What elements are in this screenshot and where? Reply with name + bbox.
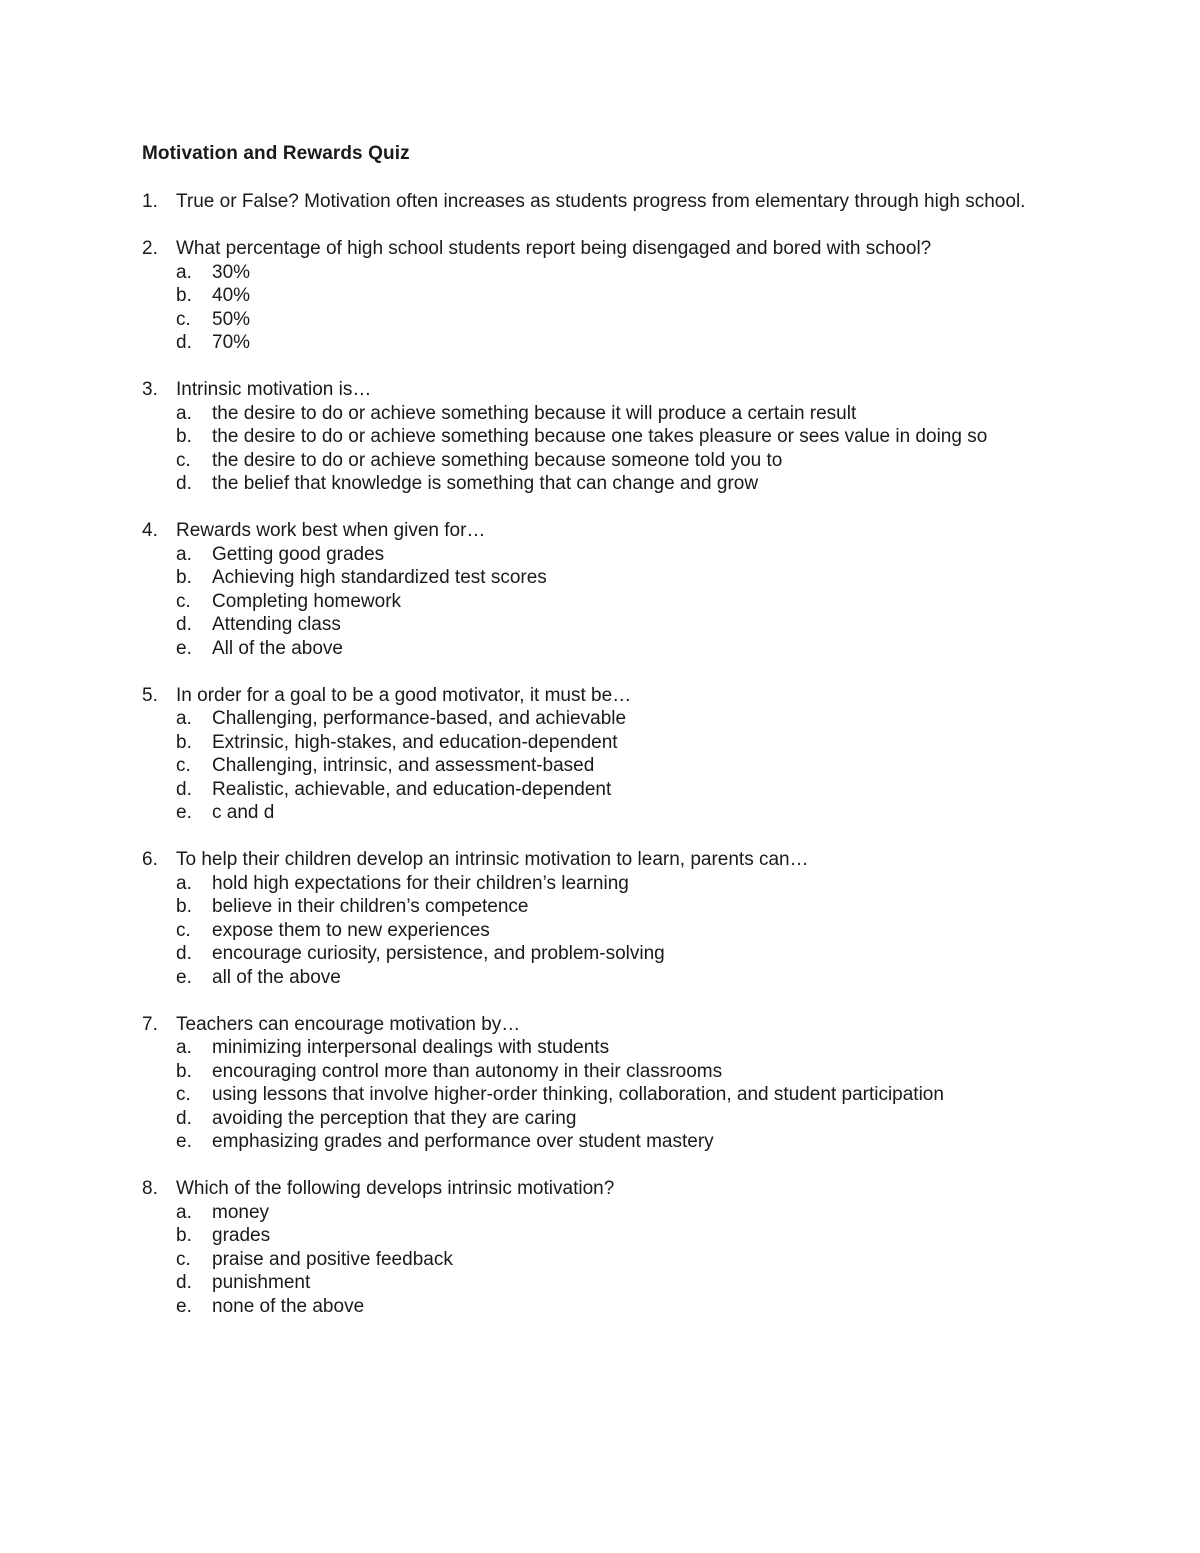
choice-letter: a.	[176, 872, 192, 894]
question-text: In order for a goal to be a good motivator, it must be…	[176, 684, 632, 706]
choice-item	[142, 966, 1082, 990]
choice-item	[142, 1060, 1082, 1084]
choice-item	[142, 1224, 1082, 1248]
choice-text: All of the above	[212, 637, 343, 659]
question-number: 5.	[142, 684, 158, 706]
choice-letter: d.	[176, 614, 192, 635]
choice-text: the desire to do or achieve something because one takes pleasure or sees value in doing so	[212, 426, 988, 447]
choice-item	[142, 472, 1082, 496]
choice-item	[142, 1295, 1082, 1319]
choice-text: expose them to new experiences	[212, 919, 490, 941]
question-item	[142, 378, 1082, 496]
choice-item	[142, 1107, 1082, 1131]
choice-text: believe in their children’s competence	[212, 896, 529, 917]
question-item	[142, 848, 1082, 989]
question-item	[142, 190, 1082, 214]
choice-text: Attending class	[212, 614, 341, 635]
choice-item	[142, 1083, 1082, 1107]
choice-letter: c.	[176, 449, 191, 471]
choice-letter: b.	[176, 567, 192, 588]
choice-letter: c.	[176, 1248, 191, 1270]
choice-text: grades	[212, 1225, 271, 1246]
choice-item	[142, 895, 1082, 919]
choice-letter: e.	[176, 1295, 192, 1317]
question-number: 7.	[142, 1013, 158, 1035]
choice-letter: a.	[176, 1037, 192, 1058]
choice-text: Challenging, intrinsic, and assessment-based	[212, 755, 595, 776]
choice-item	[142, 331, 1082, 355]
choice-text: the belief that knowledge is something that can change and grow	[212, 473, 759, 494]
choice-item	[142, 1130, 1082, 1154]
question-item	[142, 237, 1082, 355]
choice-text: 50%	[212, 308, 251, 330]
choice-text: Challenging, performance-based, and achievable	[212, 708, 627, 729]
choice-item	[142, 284, 1082, 308]
choice-text: all of the above	[212, 966, 341, 988]
choice-item	[142, 261, 1082, 285]
choice-letter: d.	[176, 1107, 192, 1129]
choice-text: 40%	[212, 285, 251, 306]
question-item	[142, 1177, 1082, 1318]
question-text: True or False? Motivation often increases as students progress from elementary through high school.	[176, 191, 1026, 212]
choice-text: money	[212, 1201, 270, 1223]
choice-letter: c.	[176, 1084, 191, 1105]
choice-text: praise and positive feedback	[212, 1248, 453, 1270]
document-title: Motivation and Rewards Quiz	[142, 143, 410, 164]
choice-item	[142, 425, 1082, 449]
question-text: Which of the following develops intrinsic motivation?	[176, 1178, 615, 1199]
choice-item	[142, 543, 1082, 567]
choice-item	[142, 1271, 1082, 1295]
question-item	[142, 1013, 1082, 1154]
choice-item	[142, 707, 1082, 731]
choice-list	[142, 261, 1082, 355]
choice-letter: d.	[176, 332, 192, 353]
question-text: What percentage of high school students report being disengaged and bored with school?	[176, 238, 932, 259]
choice-text: Realistic, achievable, and education-dependent	[212, 778, 612, 800]
choice-letter: e.	[176, 637, 192, 659]
choice-list	[142, 543, 1082, 661]
choice-text: Completing homework	[212, 590, 402, 612]
choice-list	[142, 872, 1082, 990]
choice-letter: c.	[176, 755, 191, 776]
choice-item	[142, 801, 1082, 825]
choice-letter: b.	[176, 896, 192, 917]
choice-letter: d.	[176, 473, 192, 494]
choice-letter: d.	[176, 778, 192, 800]
choice-item	[142, 402, 1082, 426]
question-text: Intrinsic motivation is…	[176, 379, 372, 400]
choice-text: the desire to do or achieve something because it will produce a certain result	[212, 402, 857, 424]
choice-text: punishment	[212, 1272, 311, 1293]
choice-letter: b.	[176, 285, 192, 306]
question-item	[142, 519, 1082, 660]
choice-text: Achieving high standardized test scores	[212, 567, 547, 588]
question-text: To help their children develop an intrinsic motivation to learn, parents can…	[176, 849, 809, 870]
choice-letter: a.	[176, 708, 192, 729]
question-item	[142, 684, 1082, 825]
choice-item	[142, 1036, 1082, 1060]
choice-item	[142, 942, 1082, 966]
choice-letter: b.	[176, 1060, 192, 1082]
question-number: 6.	[142, 849, 158, 870]
choice-list	[142, 1201, 1082, 1319]
choice-text: avoiding the perception that they are caring	[212, 1107, 577, 1129]
choice-text: hold high expectations for their children’s learning	[212, 872, 629, 894]
choice-text: c and d	[212, 802, 275, 823]
choice-text: 70%	[212, 332, 251, 353]
choice-letter: a.	[176, 543, 192, 565]
choice-letter: a.	[176, 1201, 192, 1223]
choice-item	[142, 590, 1082, 614]
choice-letter: e.	[176, 802, 192, 823]
choice-item	[142, 754, 1082, 778]
choice-list	[142, 1036, 1082, 1154]
choice-item	[142, 731, 1082, 755]
choice-item	[142, 1201, 1082, 1225]
choice-item	[142, 778, 1082, 802]
question-text: Rewards work best when given for…	[176, 520, 486, 541]
choice-letter: a.	[176, 261, 192, 283]
question-text: Teachers can encourage motivation by…	[176, 1013, 521, 1035]
choice-text: encourage curiosity, persistence, and problem-solving	[212, 943, 665, 964]
choice-letter: b.	[176, 1225, 192, 1246]
choice-item	[142, 1248, 1082, 1272]
choice-letter: c.	[176, 590, 191, 612]
choice-list	[142, 402, 1082, 496]
choice-item	[142, 637, 1082, 661]
choice-letter: b.	[176, 426, 192, 447]
choice-text: none of the above	[212, 1295, 365, 1317]
choice-letter: e.	[176, 1131, 192, 1152]
choice-letter: b.	[176, 731, 192, 753]
choice-item	[142, 308, 1082, 332]
choice-text: the desire to do or achieve something because someone told you to	[212, 449, 783, 471]
choice-text: encouraging control more than autonomy in their classrooms	[212, 1060, 723, 1082]
question-list	[142, 190, 1082, 1342]
choice-text: emphasizing grades and performance over student mastery	[212, 1131, 714, 1152]
choice-text: 30%	[212, 261, 251, 283]
question-number: 8.	[142, 1178, 158, 1199]
choice-item	[142, 566, 1082, 590]
question-number: 1.	[142, 191, 158, 212]
question-number: 3.	[142, 379, 158, 400]
choice-list	[142, 707, 1082, 825]
choice-item	[142, 872, 1082, 896]
choice-item	[142, 919, 1082, 943]
choice-text: using lessons that involve higher-order thinking, collaboration, and student participation	[212, 1084, 944, 1105]
question-number: 4.	[142, 520, 158, 541]
choice-text: Extrinsic, high-stakes, and education-dependent	[212, 731, 618, 753]
choice-item	[142, 449, 1082, 473]
choice-text: minimizing interpersonal dealings with students	[212, 1037, 610, 1058]
question-number: 2.	[142, 238, 158, 259]
choice-letter: d.	[176, 1272, 192, 1293]
choice-letter: c.	[176, 919, 191, 941]
choice-text: Getting good grades	[212, 543, 385, 565]
choice-item	[142, 613, 1082, 637]
choice-letter: a.	[176, 402, 192, 424]
choice-letter: c.	[176, 308, 191, 330]
choice-letter: e.	[176, 966, 192, 988]
choice-letter: d.	[176, 943, 192, 964]
